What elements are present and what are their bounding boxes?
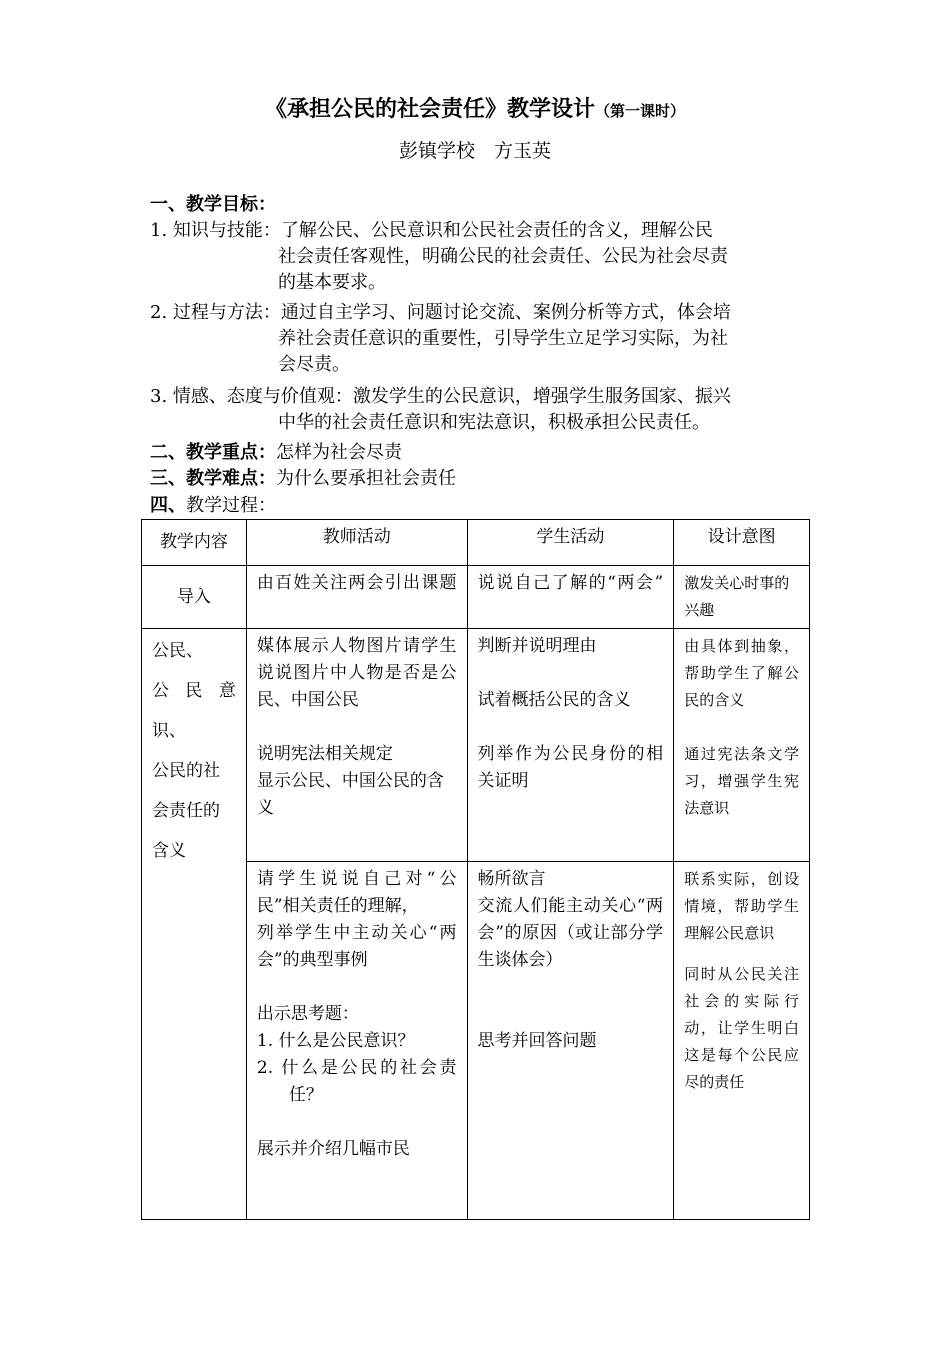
intro-student: 说说自己了解的“两会” — [467, 566, 674, 629]
goal-item-1 — [150, 218, 810, 296]
content-line: 公民、 — [152, 641, 203, 661]
content-line: 会责任的 — [152, 801, 220, 821]
teacher-text: 出示思考题： — [256, 1004, 359, 1024]
key-point — [150, 440, 402, 466]
header-intent: 设计意图 — [674, 520, 810, 566]
goal-item-3 — [150, 384, 810, 436]
process-heading-text: 教学过程： — [186, 495, 276, 516]
responsibility-teacher — [246, 862, 467, 1220]
teacher-text: 说明宪法相关规定 — [256, 744, 393, 764]
header-teacher: 教师活动 — [246, 520, 467, 566]
intent-text: 联系实际，创设情境，帮助学生理解公民意识 — [684, 870, 799, 942]
intent-text: 由具体到抽象，帮助学生了解公民的含义 — [684, 637, 799, 709]
citizen-content — [142, 629, 247, 1220]
goal-2-line3: 会尽责。 — [278, 354, 350, 375]
header-content: 教学内容 — [142, 520, 247, 566]
content-line: 含义 — [152, 841, 186, 861]
teacher-text: 请学生说说自己对“公民”相关责任的理解， — [256, 869, 457, 916]
content-line: 公民的社 — [152, 761, 220, 781]
goal-2-line2: 养社会责任意识的重要性，引导学生立足学习实际，为社 — [278, 328, 728, 349]
table-row-citizen — [142, 629, 810, 862]
responsibility-intent — [674, 862, 810, 1220]
goal-3-line1: 激发学生的公民意识，增强学生服务国家、振兴 — [352, 386, 731, 407]
title-sub: （第一课时） — [595, 102, 686, 120]
header-student: 学生活动 — [467, 520, 674, 566]
intro-teacher: 由百姓关注两会引出课题 — [246, 566, 467, 629]
citizen-student — [467, 629, 674, 862]
difficulty — [150, 466, 456, 492]
citizen-intent — [674, 629, 810, 862]
citizen-teacher — [246, 629, 467, 862]
goal-1-line1: 了解公民、公民意识和公民社会责任的含义，理解公民 — [280, 220, 713, 241]
content-line: 识、 — [152, 721, 186, 741]
question-item: 1. 什么是公民意识？ — [256, 1031, 415, 1051]
goal-2-line1: 通过自主学习、问题讨论交流、案例分析等方式，体会培 — [280, 302, 731, 323]
goal-1-line3: 的基本要求。 — [278, 272, 386, 293]
key-point-text: 怎样为社会尽责 — [276, 442, 402, 463]
author-line: 彭镇学校 方玉英 — [398, 140, 551, 162]
student-text: 畅所欲言 — [477, 869, 546, 889]
process-heading-label: 四、 — [150, 495, 186, 516]
goal-3-line2: 中华的社会责任意识和宪法意识，积极承担公民责任。 — [278, 412, 710, 433]
teacher-text: 显示公民、中国公民的含义 — [256, 771, 444, 818]
content-line: 公民意 — [152, 681, 236, 701]
student-text: 交流人们能主动关心“两会”的原因（或让部分学生谈体会） — [477, 896, 664, 970]
student-text: 列举作为公民身份的相关证明 — [477, 744, 664, 791]
goals-heading: 一、教学目标： — [150, 194, 276, 215]
student-text: 判断并说明理由 — [477, 636, 597, 656]
teacher-text: 列举学生中主动关心“两会”的典型事例 — [256, 923, 457, 970]
title-main: 《承担公民的社会责任》教学设计 — [264, 96, 595, 122]
intent-text: 同时从公民关注社会的实际行动，让学生明白这是每个公民应尽的责任 — [684, 965, 799, 1091]
responsibility-student — [467, 862, 674, 1220]
intro-content: 导入 — [142, 566, 247, 629]
student-text: 思考并回答问题 — [477, 1031, 597, 1051]
goal-1-line2: 社会责任客观性，明确公民的社会责任、公民为社会尽责 — [278, 246, 728, 267]
process-table — [141, 519, 810, 1220]
table-header-row — [142, 520, 810, 566]
goal-3-label: 3. 情感、态度与价值观： — [150, 386, 353, 407]
difficulty-text: 为什么要承担社会责任 — [276, 468, 456, 489]
teacher-text: 展示并介绍几幅市民 — [256, 1139, 410, 1159]
goal-item-2 — [150, 300, 810, 378]
document-title — [0, 92, 950, 123]
table-row-intro — [142, 566, 810, 629]
teacher-text: 媒体展示人物图片请学生说说图片中人物是否是公民、中国公民 — [256, 636, 457, 710]
process-heading — [150, 493, 276, 519]
goal-2-label: 2. 过程与方法： — [150, 302, 281, 323]
goal-1-label: 1. 知识与技能： — [150, 220, 281, 241]
key-point-label: 二、教学重点： — [150, 442, 276, 463]
student-text: 试着概括公民的含义 — [477, 690, 631, 710]
intro-intent: 激发关心时事的兴趣 — [674, 566, 810, 629]
question-item: 2. 什么是公民的社会责任？ — [256, 1058, 457, 1105]
difficulty-label: 三、教学难点： — [150, 468, 276, 489]
intent-text: 通过宪法条文学习，增强学生宪法意识 — [684, 745, 799, 817]
